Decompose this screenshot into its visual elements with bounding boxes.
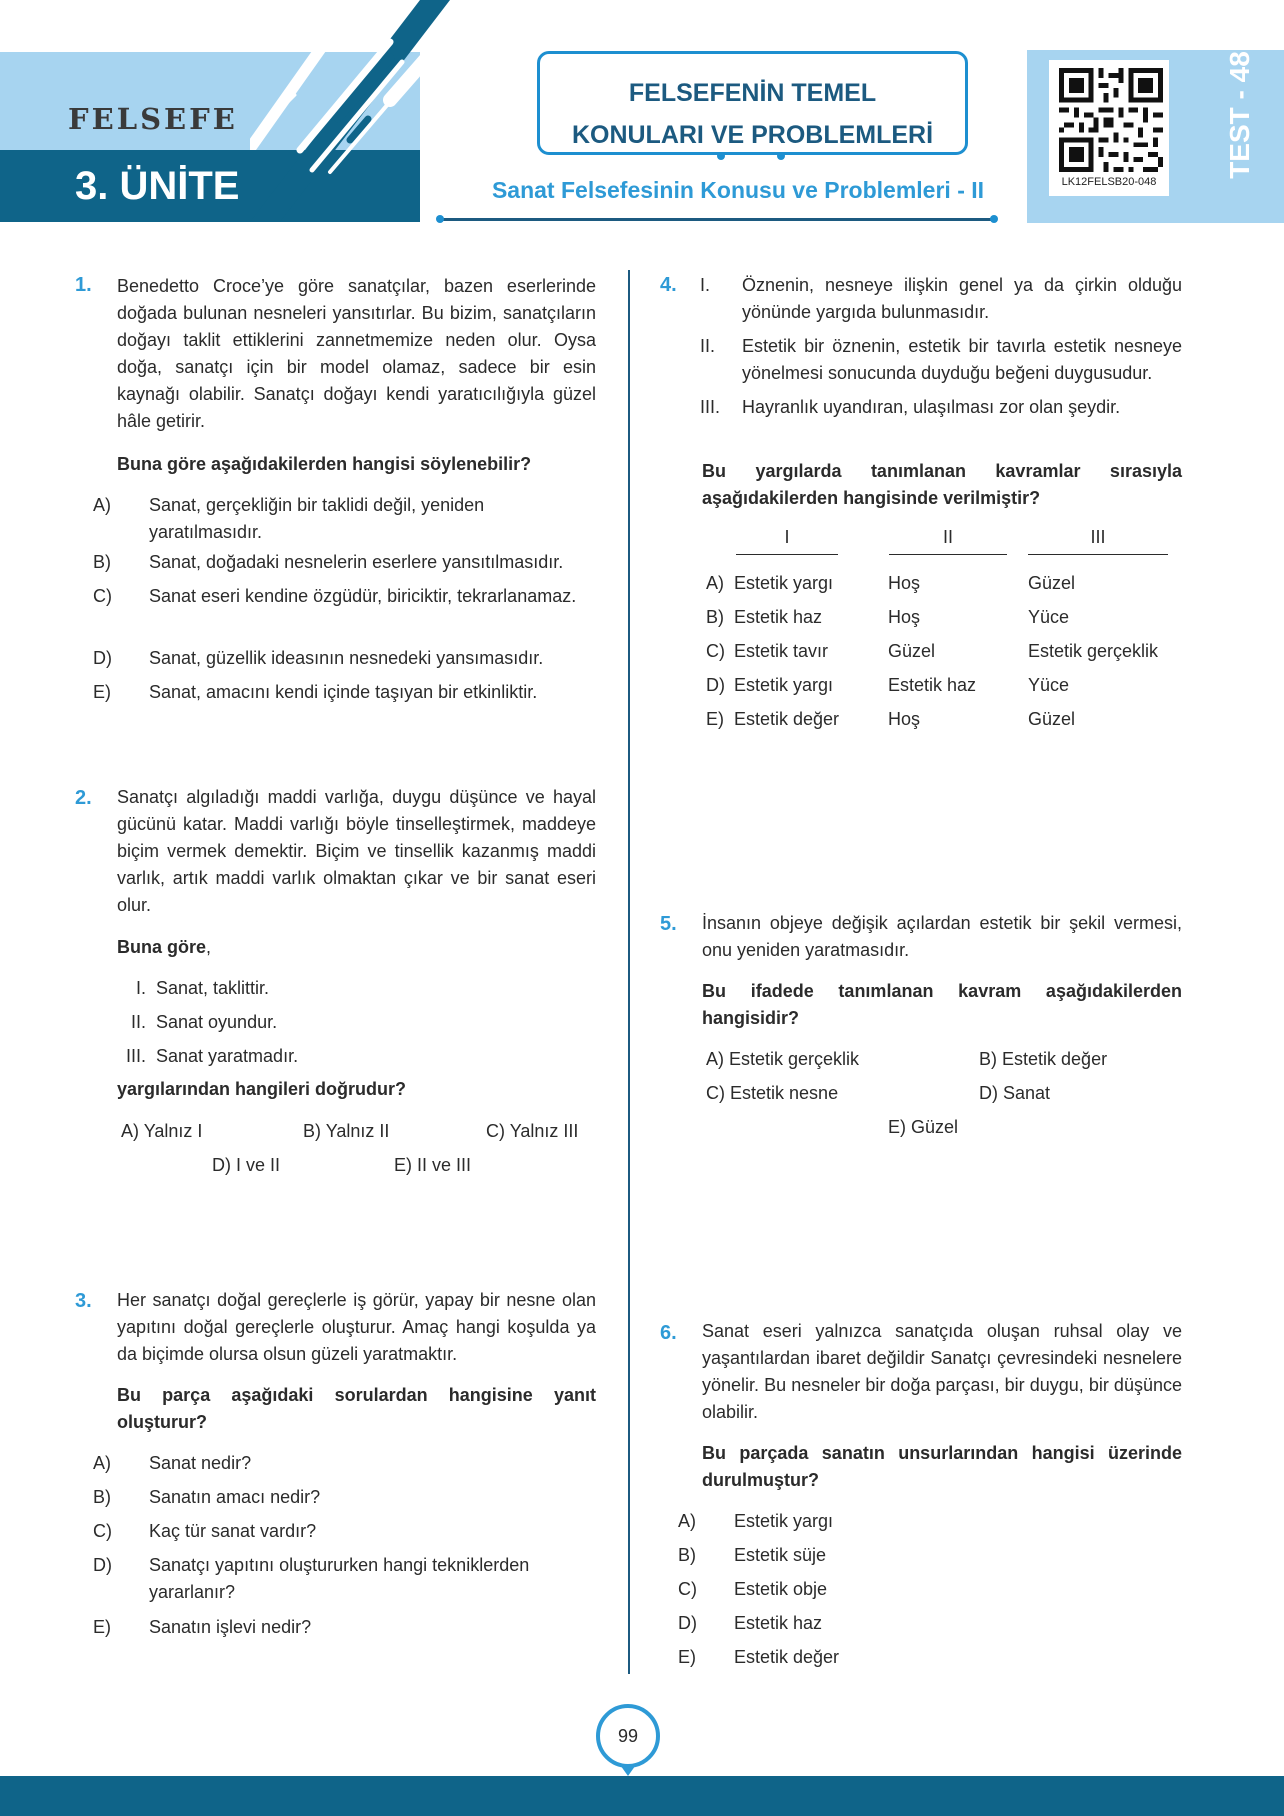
footer-bar bbox=[0, 1776, 1284, 1816]
question-1-option-c[interactable]: C) Sanat eseri kendine özgüdür, biriciktir, tekrarlanamaz. bbox=[93, 586, 577, 606]
question-3-option-e[interactable]: E) Sanatın işlevi nedir? bbox=[93, 1617, 312, 1637]
question-3-number: 3. bbox=[75, 1290, 92, 1312]
question-1-option-e[interactable]: E) Sanat, amacını kendi içinde taşıyan bir etkinliktir. bbox=[93, 682, 538, 702]
question-4-option-e[interactable]: E) Estetik değer Hoş Güzel bbox=[706, 709, 1076, 729]
question-4-statement-3: III. Hayranlık uyandıran, ulaşılması zor olan şeydir. bbox=[700, 397, 1121, 417]
question-6-number: 6. bbox=[660, 1322, 677, 1344]
title-connector-dot-right bbox=[777, 152, 785, 160]
unit-label: 3. ÜNİTE bbox=[75, 164, 240, 208]
question-2-lead: Buna göre, bbox=[117, 937, 212, 957]
question-6-option-c[interactable]: C) Estetik obje bbox=[678, 1579, 828, 1599]
question-6-option-d[interactable]: D) Estetik haz bbox=[678, 1613, 823, 1633]
question-3-option-b[interactable]: B) Sanatın amacı nedir? bbox=[93, 1487, 321, 1507]
question-4-column-header-1: I bbox=[736, 527, 838, 555]
qr-code-label: LK12FELSB20-048 bbox=[1061, 176, 1157, 188]
underline-dot-right bbox=[990, 215, 998, 223]
title-connector-dot-left bbox=[717, 152, 725, 160]
question-2-option-c[interactable]: C) Yalnız III bbox=[486, 1121, 579, 1141]
question-3-option-a[interactable]: A) Sanat nedir? bbox=[93, 1453, 252, 1473]
question-3-stem: Bu parça aşağıdaki sorulardan hangisine yanıt oluşturur? bbox=[117, 1385, 596, 1432]
subtitle-underline bbox=[440, 218, 996, 221]
question-2-passage: Sanatçı algıladığı maddi varlığa, duygu düşünce ve hayal gücünü katar. Maddi varlığı böyle tinselleştirmek, maddeye biçim vermek demektir. Biçim ve tinsellik kazanmış maddi varlık, artık maddi varlık olmaktan çıkar ve bir sanat eseri olur. bbox=[117, 787, 596, 915]
question-2-stem: yargılarından hangileri doğrudur? bbox=[117, 1079, 407, 1099]
question-3-option-d[interactable]: D) Sanatçı yapıtını oluştururken hangi tekniklerden yararlanır? bbox=[93, 1555, 530, 1602]
question-6-passage: Sanat eseri yalnızca sanatçıda oluşan ruhsal olay ve yaşantılardan ibaret değildir Sanatçı çevresindeki nesnelere yönelir. Bu nesneler bir doğa parçası, bir duygu, bir düşünce olabilir. bbox=[702, 1321, 1182, 1422]
question-5-option-a[interactable]: A) Estetik gerçeklik bbox=[706, 1049, 860, 1069]
subject-label: FELSEFE bbox=[68, 102, 238, 136]
topic-subtitle: Sanat Felsefesinin Konusu ve Problemleri - II bbox=[491, 177, 985, 203]
question-1-option-a[interactable]: A) Sanat, gerçekliğin bir taklidi değil, yeniden yaratılmasıdır. bbox=[93, 495, 485, 542]
question-3-options bbox=[93, 1450, 596, 1641]
question-5-passage: İnsanın objeye değişik açılardan estetik bir şekil vermesi, onu yeniden yaratmasıdır. bbox=[702, 913, 1182, 960]
question-4-column-header-3: III bbox=[1028, 527, 1168, 555]
question-1-option-b[interactable]: B) Sanat, doğadaki nesnelerin eserlere yansıtılmasıdır. bbox=[93, 552, 564, 572]
question-6-stem: Bu parçada sanatın unsurlarından hangisi üzerinde durulmuştur? bbox=[702, 1443, 1182, 1490]
question-1-passage: Benedetto Croce’ye göre sanatçılar, bazen eserlerinde doğada bulunan nesneleri yansıtırlar. Bu bizim, sanatçıların doğayı taklit ettiklerini zannetmemize neden olur. Oysa doğa, sanatçı için bir model olamaz, sadece bir esin kaynağı olabilir. Sanatçı doğayı kendi yaratıcılığıyla güzel hâle getirir. bbox=[117, 276, 596, 431]
question-6-option-b[interactable]: B) Estetik süje bbox=[678, 1545, 827, 1565]
question-1-options bbox=[93, 492, 596, 706]
topic-title-line1: FELSEFENİN TEMEL bbox=[628, 79, 877, 107]
question-3-passage: Her sanatçı doğal gereçlerle iş görür, yapay bir nesne olan yapıtını doğal gereçlerle oluşturur. Amaç hangi koşulda ya da biçimde olursa olsun güzeli yaratmaktır. bbox=[117, 1290, 596, 1364]
question-4-option-d[interactable]: D) Estetik yargı Estetik haz Yüce bbox=[706, 675, 1070, 695]
question-5-option-b[interactable]: B) Estetik değer bbox=[979, 1049, 1108, 1069]
question-6-options bbox=[678, 1508, 1182, 1671]
question-4-statement-1: I. Öznenin, nesneye ilişkin genel ya da çirkin olduğu yönünde yargıda bulunmasıdır. bbox=[700, 275, 1182, 322]
question-5-option-e[interactable]: E) Güzel bbox=[888, 1117, 959, 1137]
question-4-column-header-2: II bbox=[889, 527, 1007, 555]
question-5-option-d[interactable]: D) Sanat bbox=[979, 1083, 1051, 1103]
question-4-option-b[interactable]: B) Estetik haz Hoş Yüce bbox=[706, 607, 1070, 627]
question-3-option-c[interactable]: C) Kaç tür sanat vardır? bbox=[93, 1521, 317, 1541]
question-2-option-d[interactable]: D) I ve II bbox=[212, 1155, 281, 1175]
question-2-number: 2. bbox=[75, 787, 92, 809]
question-4-number: 4. bbox=[660, 274, 677, 296]
question-2-option-a[interactable]: A) Yalnız I bbox=[121, 1121, 203, 1141]
question-2-option-b[interactable]: B) Yalnız II bbox=[303, 1121, 390, 1141]
question-2-option-e[interactable]: E) II ve III bbox=[394, 1155, 472, 1175]
question-2-statement-3: III. Sanat yaratmadır. bbox=[125, 1046, 299, 1066]
question-4-option-c[interactable]: C) Estetik tavır Güzel Estetik gerçeklik bbox=[706, 641, 1159, 661]
question-4-statements bbox=[700, 272, 1182, 421]
question-1-option-d[interactable]: D) Sanat, güzellik ideasının nesnedeki yansımasıdır. bbox=[93, 648, 544, 668]
question-5-stem: Bu ifadede tanımlanan kavram aşağıdakilerden hangisidir? bbox=[702, 981, 1182, 1028]
question-4-statement-2: II. Estetik bir öznenin, estetik bir tavırla estetik nesneye yönelmesi sonucunda duyduğu beğeni duygusudur. bbox=[700, 336, 1182, 383]
question-1-stem: Buna göre aşağıdakilerden hangisi söylenebilir? bbox=[117, 454, 532, 474]
decorative-stripes-graphic bbox=[250, 0, 450, 222]
question-4-stem: Bu yargılarda tanımlanan kavramlar sırasıyla aşağıdakilerden hangisinde verilmiştir? bbox=[702, 461, 1182, 508]
question-2-statements bbox=[110, 975, 590, 1070]
question-4-option-a[interactable]: A) Estetik yargı Hoş Güzel bbox=[706, 573, 1076, 593]
question-2-statement-2: II. Sanat oyundur. bbox=[130, 1012, 278, 1032]
test-number-label: TEST - 48 bbox=[1224, 51, 1255, 179]
question-1-number: 1. bbox=[75, 274, 92, 296]
underline-dot-left bbox=[436, 215, 444, 223]
page-number: 99 bbox=[596, 1704, 660, 1768]
question-4-options bbox=[706, 570, 1186, 733]
question-6-option-a[interactable]: A) Estetik yargı bbox=[678, 1511, 834, 1531]
question-2-statement-1: I. Sanat, taklittir. bbox=[135, 978, 270, 998]
question-5-option-c[interactable]: C) Estetik nesne bbox=[706, 1083, 839, 1103]
question-5-number: 5. bbox=[660, 913, 677, 935]
topic-title-line2: KONULARI VE PROBLEMLERİ bbox=[571, 121, 934, 149]
qr-code-icon[interactable] bbox=[1059, 68, 1163, 172]
question-6-option-e[interactable]: E) Estetik değer bbox=[678, 1647, 840, 1667]
topic-title-box bbox=[537, 51, 968, 155]
column-divider bbox=[628, 270, 630, 1674]
